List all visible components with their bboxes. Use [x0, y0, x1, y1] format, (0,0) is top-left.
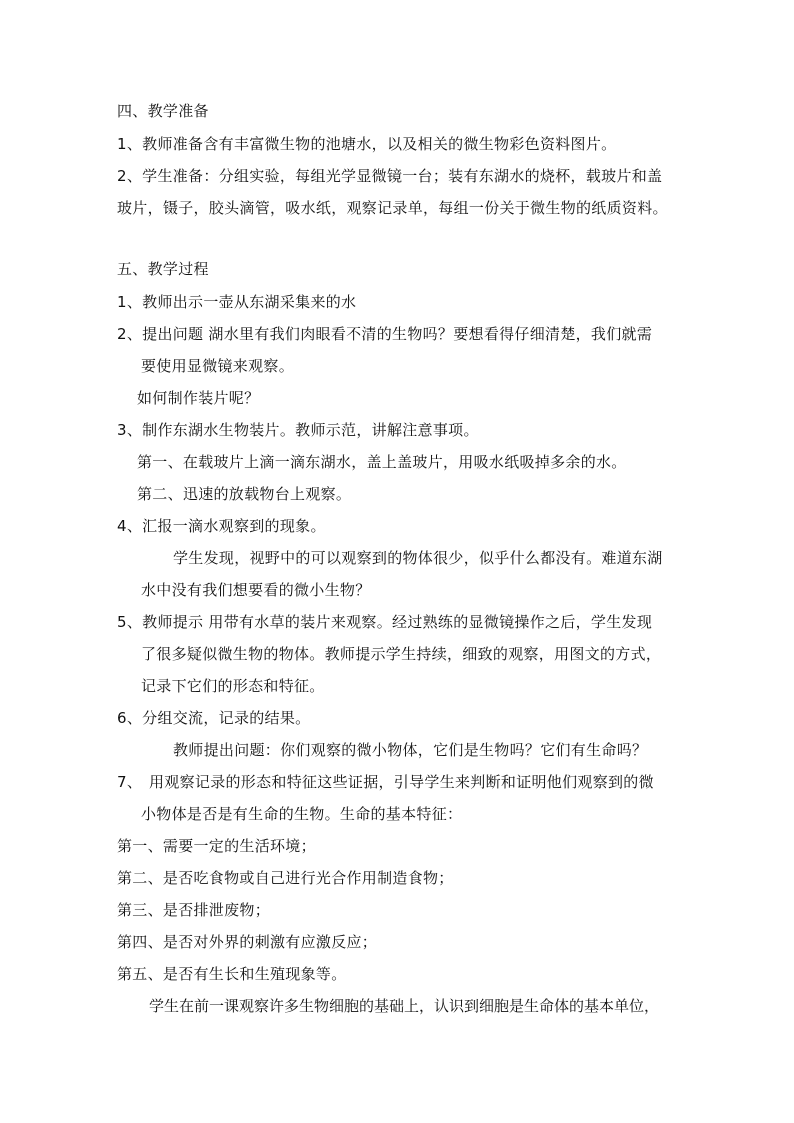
closing-paragraph-line-1: 学生在前一课观察许多生物细胞的基础上，认识到细胞是生命体的基本单位， — [149, 997, 660, 1015]
life-feature-5: 第五、是否有生长和生殖现象等。 — [117, 965, 347, 983]
life-feature-3: 第三、是否排泄废物； — [117, 901, 271, 919]
life-feature-4: 第四、是否对外界的刺激有应激反应； — [117, 933, 378, 951]
life-feature-1: 第一、需要一定的生活环境； — [117, 837, 316, 855]
process-step-2-line-2: 要使用显微镜来观察。 — [141, 357, 295, 375]
prep-item-2-line-2: 玻片，镊子，胶头滴管，吸水纸，观察记录单，每组一份关于微生物的纸质资料。 — [117, 199, 668, 217]
process-step-4: 4、汇报一滴水观察到的现象。 — [117, 517, 326, 535]
process-step-4-para-line-2: 水中没有我们想要看的微小生物？ — [141, 581, 371, 599]
process-step-5-line-3: 记录下它们的形态和特征。 — [141, 677, 325, 695]
process-step-5-line-1: 5、教师提示 用带有水草的装片来观察。经过熟练的显微镜操作之后，学生发现 — [117, 613, 653, 631]
process-step-3-first: 第一、在载玻片上滴一滴东湖水，盖上盖玻片，用吸水纸吸掉多余的水。 — [137, 453, 627, 471]
prep-item-2-line-1: 2、学生准备：分组实验，每组光学显微镜一台；装有东湖水的烧杯，载玻片和盖 — [117, 167, 663, 185]
process-step-5-line-2: 了很多疑似微生物的物体。教师提示学生持续，细致的观察，用图文的方式， — [141, 645, 662, 663]
process-step-7-number: 7、 — [117, 773, 143, 791]
process-step-1: 1、教师出示一壶从东湖采集来的水 — [117, 293, 357, 311]
prep-item-1: 1、教师准备含有丰富微生物的池塘水，以及相关的微生物彩色资料图片。 — [117, 135, 617, 153]
process-step-3: 3、制作东湖水生物装片。教师示范，讲解注意事项。 — [117, 421, 479, 439]
process-step-6: 6、分组交流，记录的结果。 — [117, 709, 311, 727]
section-heading-process: 五、教学过程 — [117, 260, 209, 278]
process-step-2-line-1: 2、提出问题 湖水里有我们肉眼看不清的生物吗？要想看得仔细清楚，我们就需 — [117, 325, 653, 343]
process-step-4-para-line-1: 学生发现，视野中的可以观察到的物体很少，似乎什么都没有。难道东湖 — [173, 549, 663, 567]
process-step-6-para: 教师提出问题：你们观察的微小物体，它们是生物吗？它们有生命吗？ — [173, 741, 648, 759]
section-heading-preparation: 四、教学准备 — [117, 102, 209, 120]
process-step-7-line-2: 小物体是否是有生命的生物。生命的基本特征： — [141, 805, 463, 823]
life-feature-2: 第二、是否吃食物或自己进行光合作用制造食物； — [117, 869, 454, 887]
process-step-2-question: 如何制作装片呢？ — [137, 389, 260, 407]
process-step-7-line-1: 用观察记录的形态和特征这些证据，引导学生来判断和证明他们观察到的微 — [149, 773, 654, 791]
process-step-3-second: 第二、迅速的放载物台上观察。 — [137, 485, 352, 503]
